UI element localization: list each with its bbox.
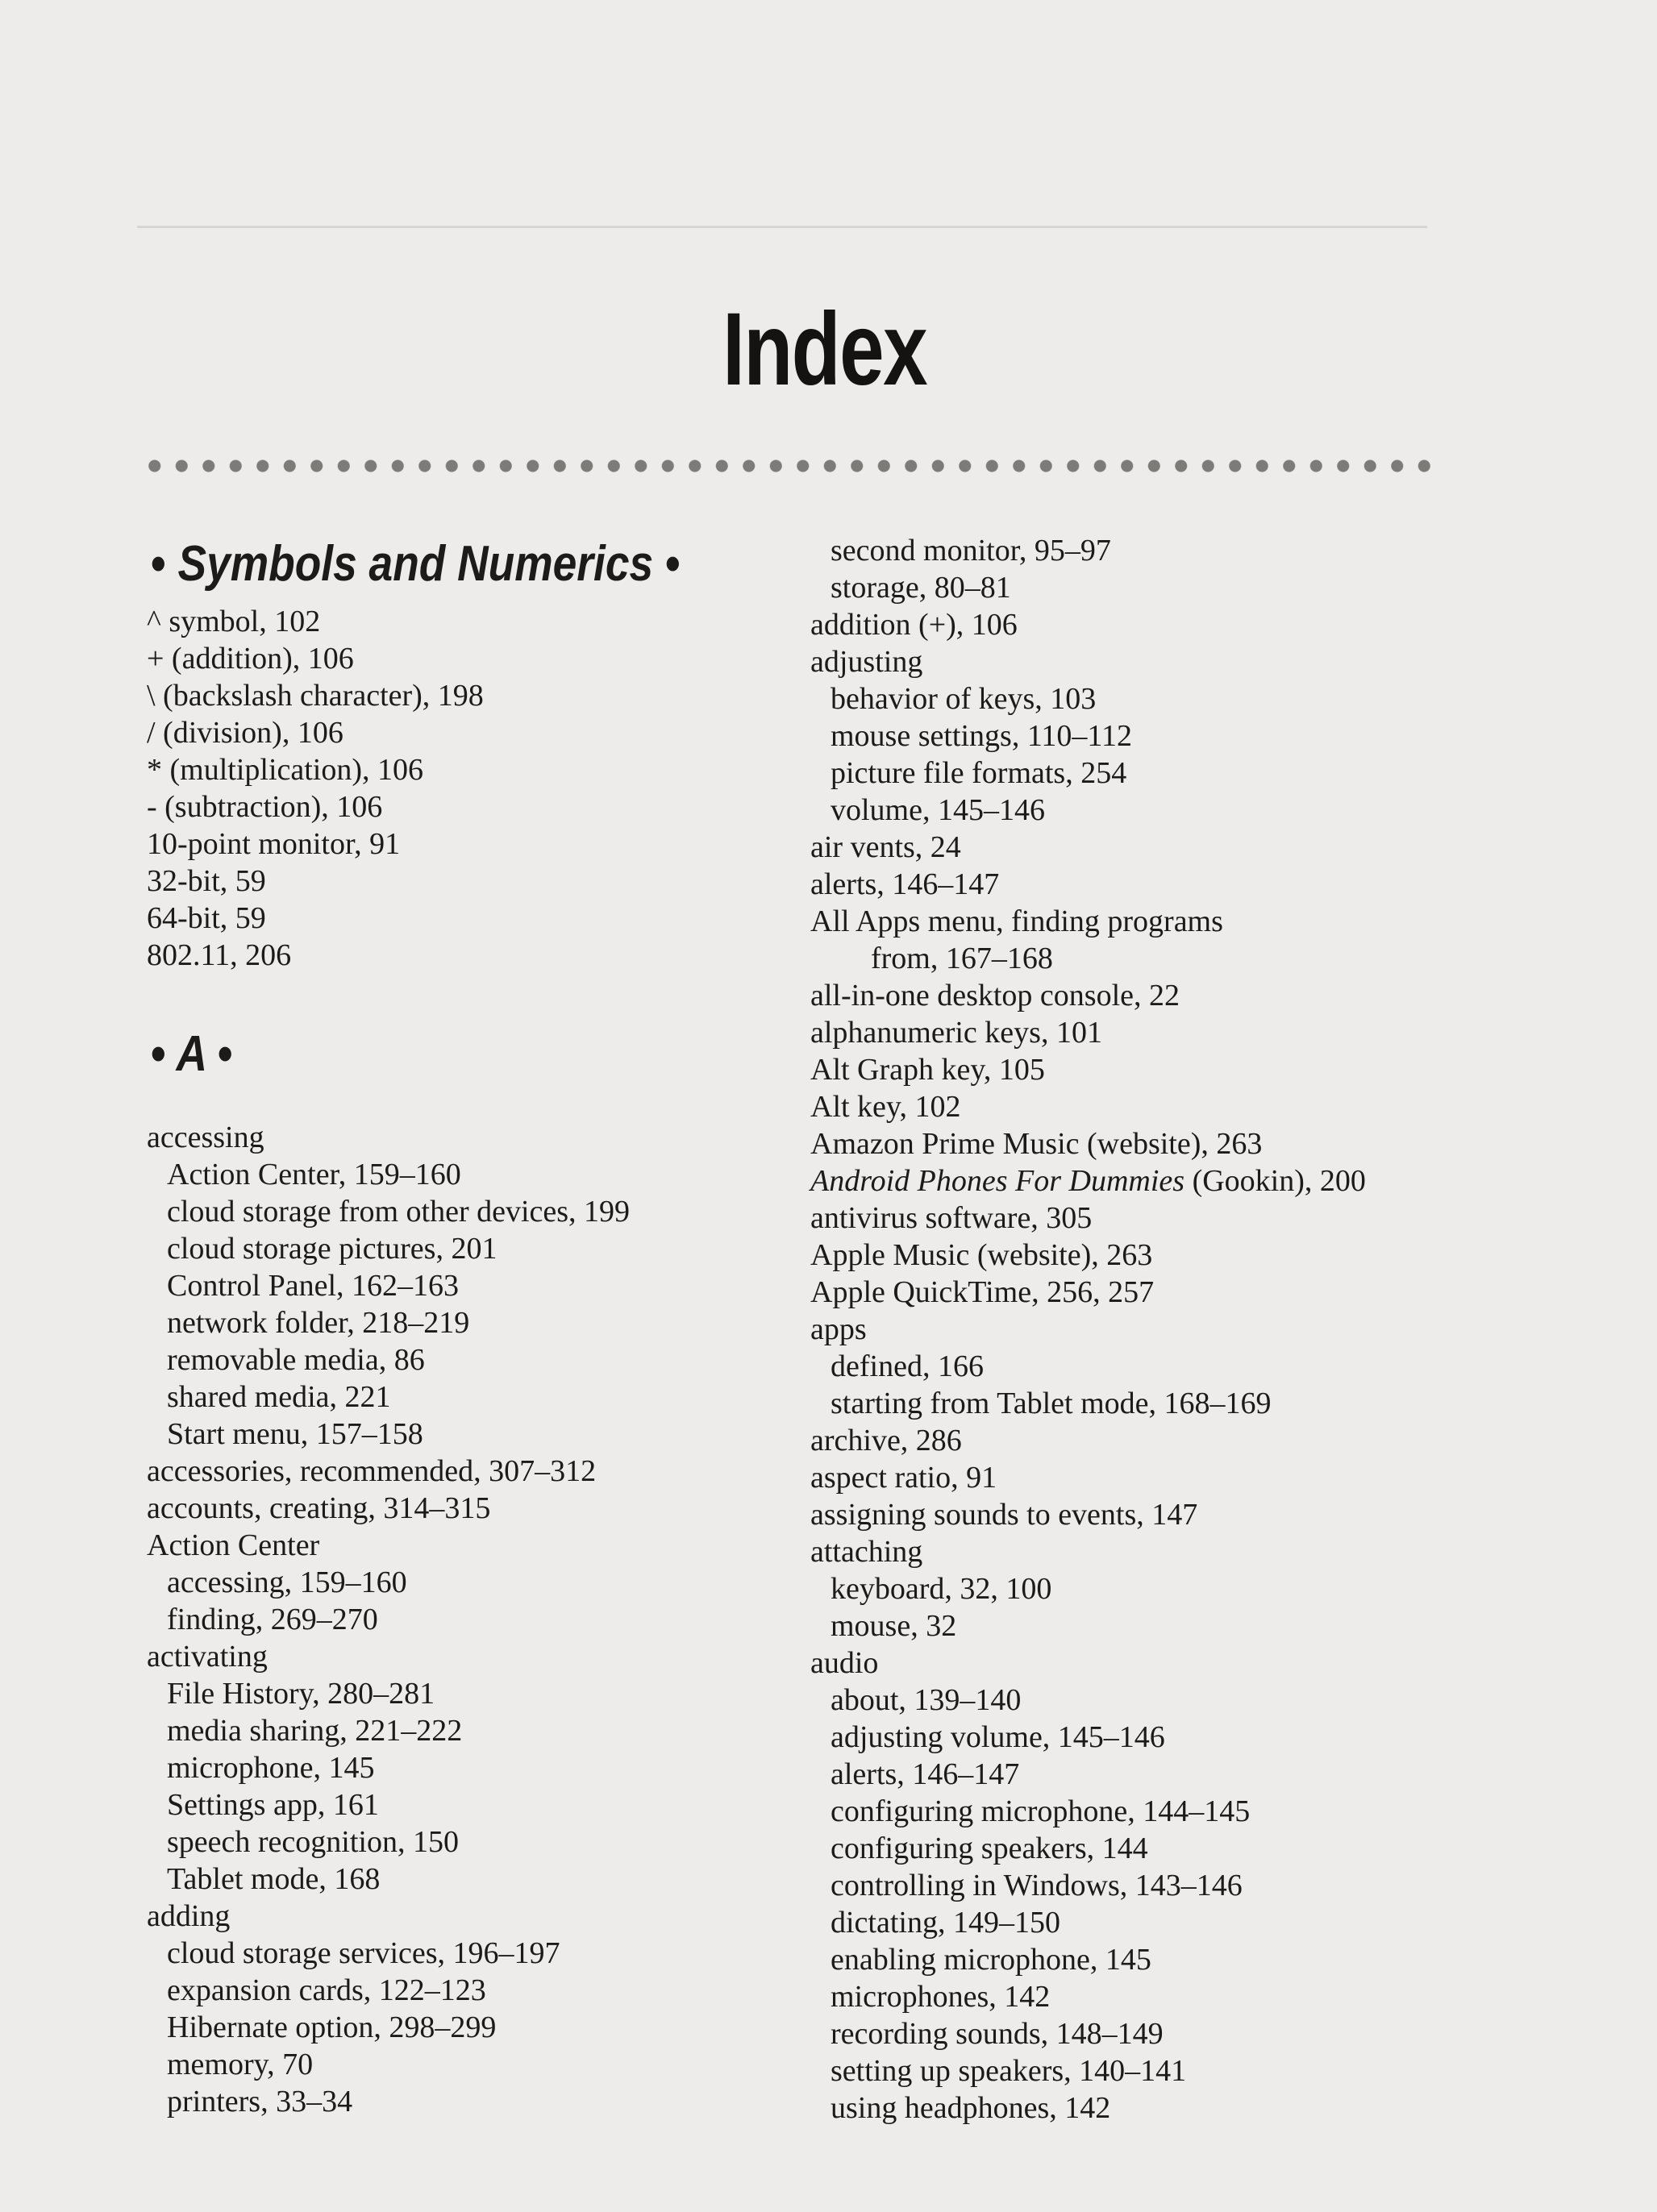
index-subentry: using headphones, 142 xyxy=(831,2091,1111,2125)
index-subentry: Action Center, 159–160 xyxy=(167,1158,461,1191)
index-subentry: expansion cards, 122–123 xyxy=(167,1973,486,2007)
index-subentry: configuring microphone, 144–145 xyxy=(831,1794,1251,1828)
index-subentry: microphones, 142 xyxy=(831,1980,1051,2014)
index-entry: activating xyxy=(147,1640,268,1674)
index-entry: Alt key, 102 xyxy=(810,1090,961,1124)
index-subentry: mouse settings, 110–112 xyxy=(831,719,1133,753)
index-subentry: printers, 33–34 xyxy=(167,2085,353,2118)
index-subentry: volume, 145–146 xyxy=(831,793,1045,827)
right-column xyxy=(810,532,1488,2127)
section-heading-symbols: • Symbols and Numerics • xyxy=(151,536,681,592)
index-entry: All Apps menu, finding programs xyxy=(810,904,1223,938)
index-entry: addition (+), 106 xyxy=(810,608,1018,642)
index-entry: Apple Music (website), 263 xyxy=(810,1238,1153,1272)
index-subentry: controlling in Windows, 143–146 xyxy=(831,1869,1243,1902)
index-entry: / (division), 106 xyxy=(147,716,343,750)
index-entry: audio xyxy=(810,1646,879,1680)
index-subentry: microphone, 145 xyxy=(167,1751,375,1785)
index-entry: Amazon Prime Music (website), 263 xyxy=(810,1127,1263,1161)
index-entry: Apple QuickTime, 256, 257 xyxy=(810,1275,1155,1309)
index-entry: alphanumeric keys, 101 xyxy=(810,1016,1102,1050)
index-entry: ^ symbol, 102 xyxy=(147,605,321,638)
index-subentry: memory, 70 xyxy=(167,2048,314,2081)
index-subentry: adjusting volume, 145–146 xyxy=(831,1720,1165,1754)
page-title: Index xyxy=(722,292,927,407)
index-entry: * (multiplication), 106 xyxy=(147,753,424,787)
index-entry-continuation: from, 167–168 xyxy=(871,942,1053,975)
index-subentry: Tablet mode, 168 xyxy=(167,1862,381,1896)
index-entry: alerts, 146–147 xyxy=(810,867,1000,901)
index-subentry: finding, 269–270 xyxy=(167,1603,378,1636)
index-subentry: picture file formats, 254 xyxy=(831,756,1127,790)
index-entry: air vents, 24 xyxy=(810,830,961,864)
index-subentry: about, 139–140 xyxy=(831,1683,1022,1717)
index-subentry: File History, 280–281 xyxy=(167,1677,435,1711)
index-subentry: shared media, 221 xyxy=(167,1380,391,1414)
index-subentry: Start menu, 157–158 xyxy=(167,1417,423,1451)
index-subentry: cloud storage from other devices, 199 xyxy=(167,1195,631,1229)
index-entry: archive, 286 xyxy=(810,1424,962,1457)
index-entry: apps xyxy=(810,1312,867,1346)
index-subentry: mouse, 32 xyxy=(831,1609,957,1643)
index-subentry: network folder, 218–219 xyxy=(167,1306,470,1340)
index-entry: assigning sounds to events, 147 xyxy=(810,1498,1198,1532)
index-subentry: configuring speakers, 144 xyxy=(831,1832,1148,1865)
index-entry: 802.11, 206 xyxy=(147,938,292,972)
index-entry: 10-point monitor, 91 xyxy=(147,827,401,861)
book-title: Android Phones For Dummies xyxy=(810,1164,1185,1198)
index-subentry: alerts, 146–147 xyxy=(831,1757,1020,1791)
index-entry: attaching xyxy=(810,1535,923,1569)
dotted-divider xyxy=(141,457,1439,475)
index-subentry: recording sounds, 148–149 xyxy=(831,2017,1164,2051)
index-entry: Android Phones For Dummies (Gookin), 200 xyxy=(810,1164,1366,1198)
index-subentry: Settings app, 161 xyxy=(167,1788,379,1822)
index-entry: + (addition), 106 xyxy=(147,642,354,676)
index-entry: aspect ratio, 91 xyxy=(810,1461,997,1495)
left-column xyxy=(147,532,824,2120)
index-entry: 32-bit, 59 xyxy=(147,864,266,898)
index-subentry: setting up speakers, 140–141 xyxy=(831,2054,1187,2088)
index-subentry: behavior of keys, 103 xyxy=(831,682,1097,716)
index-entry: antivirus software, 305 xyxy=(810,1201,1093,1235)
section-heading-a: • A • xyxy=(151,1026,233,1082)
index-entry: accounts, creating, 314–315 xyxy=(147,1491,491,1525)
index-entry: 64-bit, 59 xyxy=(147,901,266,935)
index-subentry: Control Panel, 162–163 xyxy=(167,1269,460,1303)
index-subentry: storage, 80–81 xyxy=(831,571,1011,605)
index-entry: - (subtraction), 106 xyxy=(147,790,383,824)
index-entry: all-in-one desktop console, 22 xyxy=(810,979,1180,1012)
index-subentry: cloud storage pictures, 201 xyxy=(167,1232,498,1266)
index-entry: adjusting xyxy=(810,645,923,679)
index-subentry: accessing, 159–160 xyxy=(167,1565,407,1599)
index-subentry: defined, 166 xyxy=(831,1349,984,1383)
index-entry: Action Center xyxy=(147,1528,320,1562)
index-subentry: enabling microphone, 145 xyxy=(831,1943,1151,1977)
index-entry: \ (backslash character), 198 xyxy=(147,679,484,713)
index-subentry: dictating, 149–150 xyxy=(831,1906,1060,1940)
index-entry: accessories, recommended, 307–312 xyxy=(147,1454,597,1488)
index-subentry: starting from Tablet mode, 168–169 xyxy=(831,1387,1272,1420)
index-subentry: keyboard, 32, 100 xyxy=(831,1572,1052,1606)
index-subentry: second monitor, 95–97 xyxy=(831,534,1111,568)
index-subentry: speech recognition, 150 xyxy=(167,1825,459,1859)
index-entry: accessing xyxy=(147,1121,264,1154)
index-subentry: cloud storage services, 196–197 xyxy=(167,1936,560,1970)
index-subentry: removable media, 86 xyxy=(167,1343,425,1377)
index-subentry: Hibernate option, 298–299 xyxy=(167,2010,497,2044)
index-entry: Alt Graph key, 105 xyxy=(810,1053,1045,1087)
index-entry: adding xyxy=(147,1899,231,1933)
index-subentry: media sharing, 221–222 xyxy=(167,1714,463,1748)
show-through-rule xyxy=(137,226,1427,228)
